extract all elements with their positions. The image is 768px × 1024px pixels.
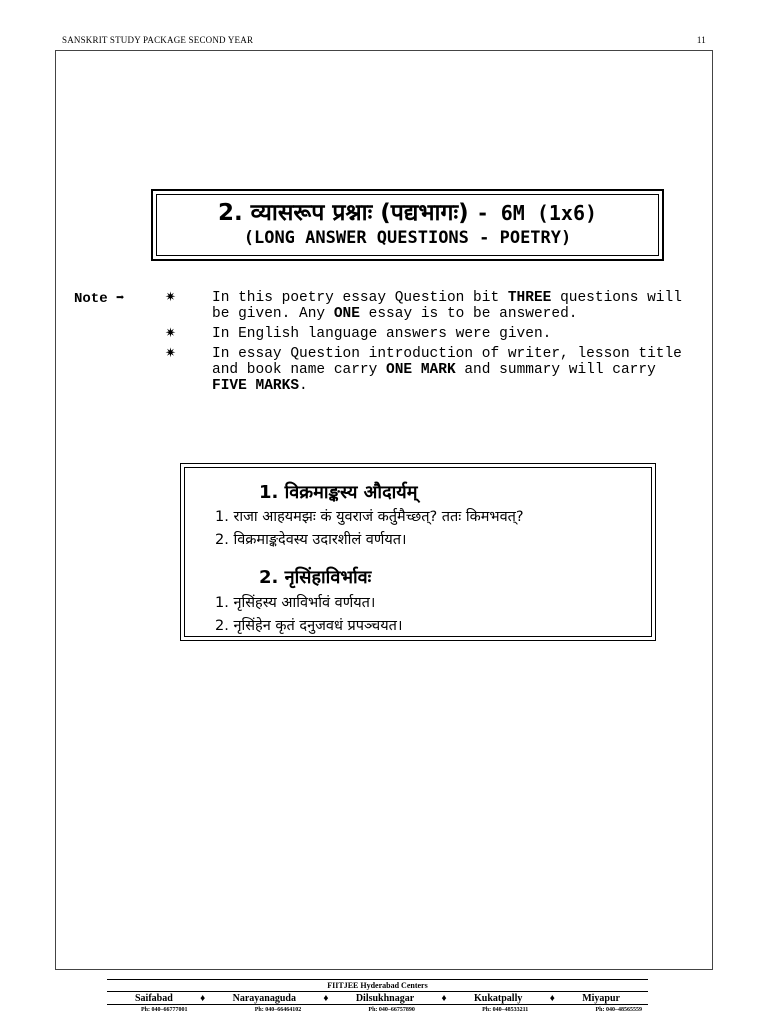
asterisk-bullet-icon: ✷ — [165, 290, 176, 305]
question-item: 2. विक्रमाङ्कदेवस्य उदारशीलं वर्णयत। — [215, 532, 407, 548]
center-name: Dilsukhnagar — [355, 993, 415, 1004]
page-number: 11 — [696, 35, 706, 45]
note-text: In this poetry essay Question bit THREE questions will be given. Any ONE essay is to be answered. — [212, 290, 682, 322]
questions-box — [180, 463, 656, 641]
center-phone: Ph: 040–66777001 — [141, 1007, 188, 1013]
center-phone: Ph: 040–66464102 — [254, 1007, 302, 1013]
center-phone: Ph: 040–48565559 — [595, 1007, 642, 1013]
diamond-separator-icon: ♦ — [549, 993, 555, 1004]
note-item — [165, 290, 705, 322]
section-title-box — [151, 189, 664, 261]
center-phone: Ph: 040–66757890 — [368, 1007, 415, 1013]
section-title-devanagari: 2. व्यासरूप प्रश्नाः (पद्यभागः) — [217, 200, 469, 226]
note-text: In essay Question introduction of writer, lesson title and book name carry ONE MARK and summary will carry FIVE MARKS. — [212, 346, 682, 394]
asterisk-bullet-icon: ✷ — [165, 326, 176, 341]
question-item: 2. नृसिंहेन कृतं दनुजवधं प्रपञ्चयत। — [215, 618, 403, 634]
question-item: 1. नृसिंहस्य आविर्भावं वर्णयत। — [215, 595, 376, 611]
note-text: In English language answers were given. — [212, 326, 552, 342]
section-title-english: (LONG ANSWER QUESTIONS - POETRY) — [243, 228, 572, 248]
note-item — [165, 346, 705, 394]
footer-title: FIITJEE Hyderabad Centers — [107, 979, 648, 992]
note-list — [165, 290, 705, 398]
questions-inner — [184, 467, 652, 637]
diamond-separator-icon: ♦ — [441, 993, 447, 1004]
asterisk-bullet-icon: ✷ — [165, 346, 176, 361]
note-label: Note ➡ — [74, 291, 125, 307]
center-name: Kukatpally — [474, 993, 523, 1004]
diamond-separator-icon: ♦ — [200, 993, 206, 1004]
note-item — [165, 326, 705, 342]
footer-centers — [107, 992, 648, 1005]
lesson-title-1: 1. विक्रमाङ्कस्य औदार्यम् — [259, 482, 418, 503]
diamond-separator-icon: ♦ — [323, 993, 329, 1004]
center-name: Miyapur — [582, 993, 620, 1004]
lesson-title-2: 2. नृसिंहाविर्भावः — [259, 567, 372, 588]
section-title-inner — [156, 194, 659, 256]
footer-phones — [107, 1005, 648, 1013]
section-title-line — [157, 199, 658, 227]
header-title: SANSKRIT STUDY PACKAGE SECOND YEAR — [62, 35, 254, 45]
center-name: Saifabad — [135, 993, 173, 1004]
center-phone: Ph: 040–48533211 — [482, 1007, 529, 1013]
question-item: 1. राजा आहयमझः कं युवराजं कर्तुमैच्छत्? ततः किमभवत्? — [215, 509, 524, 525]
section-title-marks: - 6M (1x6) — [476, 201, 598, 225]
footer — [107, 979, 648, 1013]
running-header — [62, 35, 706, 45]
center-name: Narayanaguda — [232, 993, 296, 1004]
